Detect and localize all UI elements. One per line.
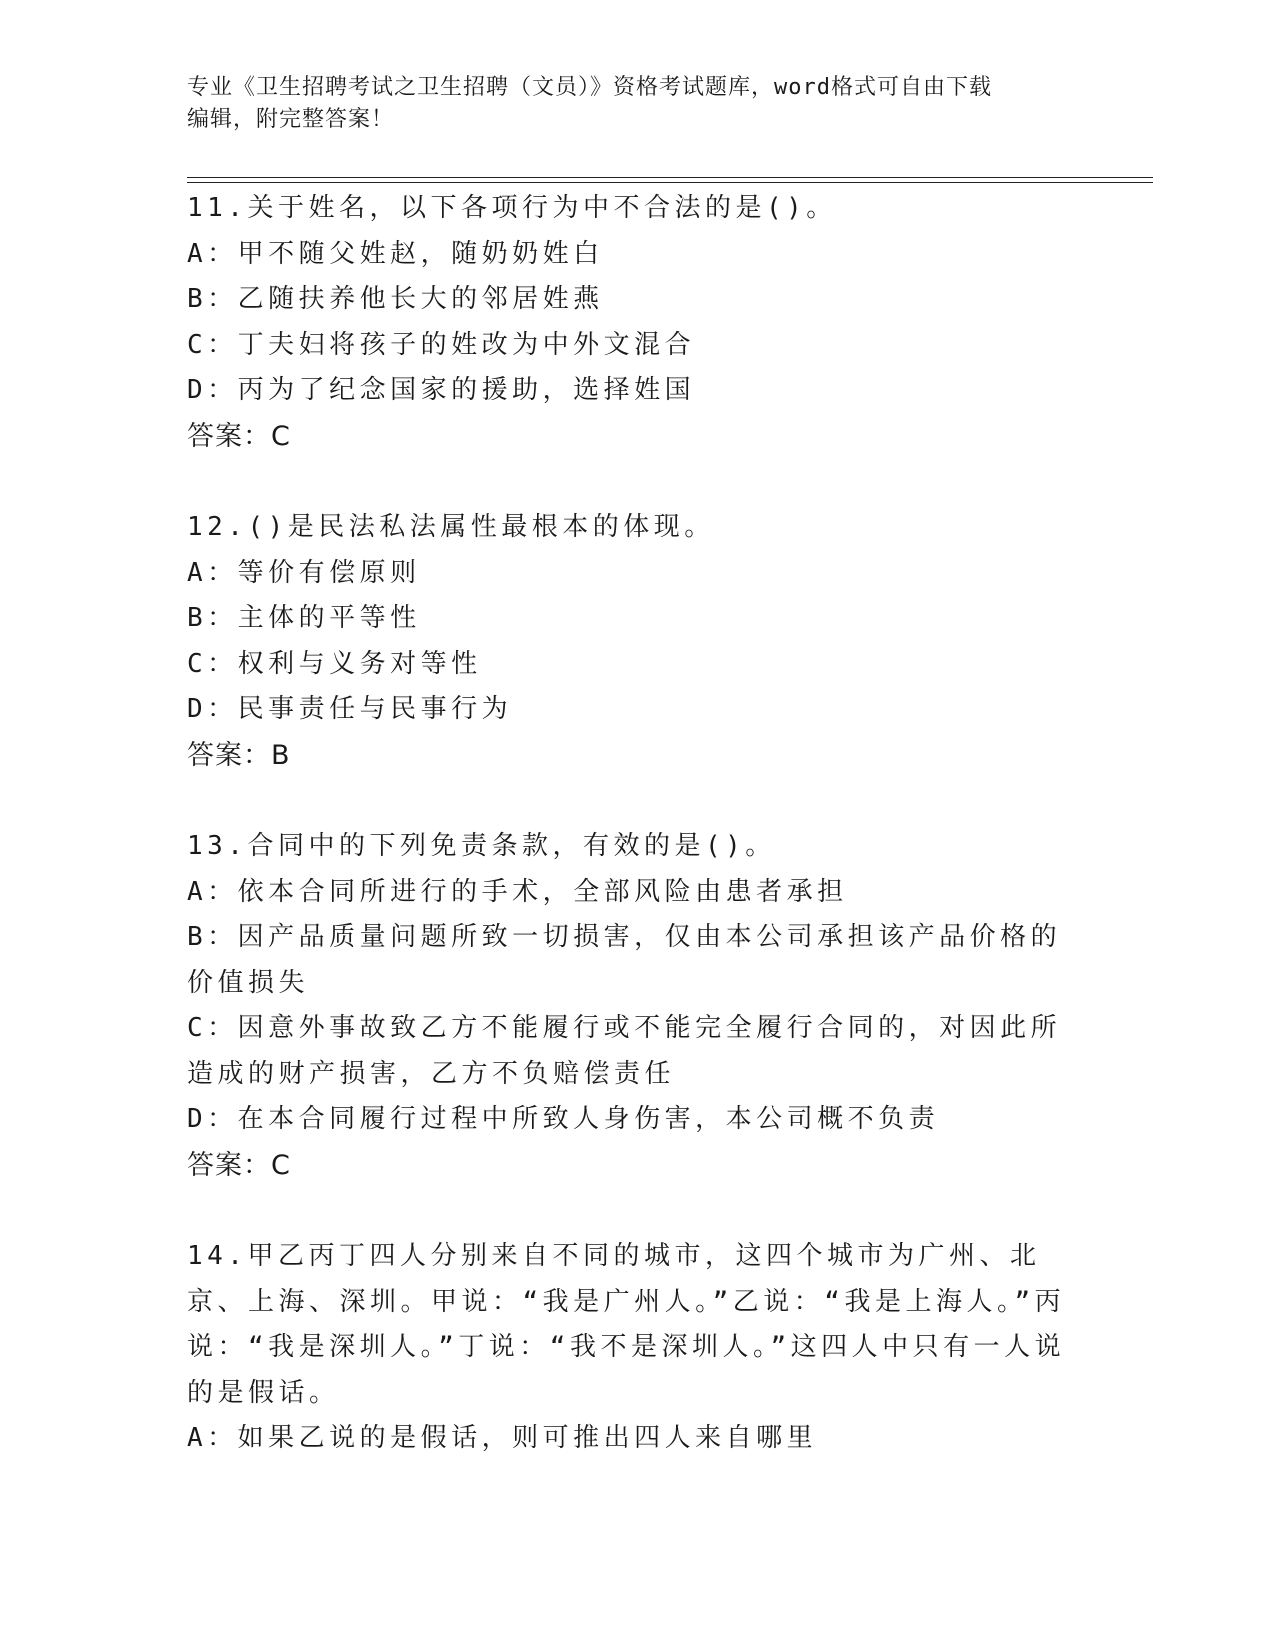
spacer [187, 459, 1067, 505]
question-stem: 12.()是民法私法属性最根本的体现。 [187, 512, 715, 542]
option-b: B：乙随扶养他长大的邻居姓燕 [187, 284, 604, 314]
header-divider-top [187, 177, 1153, 178]
option-a: A：依本合同所进行的手术，全部风险由患者承担 [187, 876, 848, 907]
header-line-2: 编辑，附完整答案！ [187, 107, 395, 132]
option-a: A：甲不随父姓赵，随奶奶姓白 [187, 238, 604, 269]
answer-line: 答案：C [187, 1149, 291, 1181]
spacer [187, 778, 1067, 824]
document-header [187, 72, 1087, 136]
header-divider-bottom [187, 182, 1153, 183]
option-d: D：民事责任与民事行为 [187, 694, 513, 724]
option-a: A：如果乙说的是假话，则可推出四人来自哪里 [187, 1423, 818, 1453]
question-stem: 14.甲乙丙丁四人分别来自不同的城市，这四个城市为广州、北京、上海、深圳。甲说：“我是广州人。”乙说：“我是上海人。”丙说：“我是深圳人。”丁说：“我不是深圳人。”这四人中只有一人说的是假话。 [187, 1241, 1066, 1408]
option-b: B：主体的平等性 [187, 603, 421, 633]
option-d: D：在本合同履行过程中所致人身伤害，本公司概不负责 [187, 1104, 940, 1134]
question-list [187, 186, 1067, 1462]
option-c: C：权利与义务对等性 [187, 648, 482, 679]
option-c: C：丁夫妇将孩子的姓改为中外文混合 [187, 329, 696, 360]
question-stem: 11.关于姓名，以下各项行为中不合法的是()。 [187, 193, 837, 223]
answer-line: 答案：B [187, 739, 291, 771]
question-block [187, 824, 1067, 1188]
question-block [187, 1234, 1067, 1462]
question-stem: 13.合同中的下列免责条款，有效的是()。 [187, 831, 776, 861]
option-b: B：因产品质量问题所致一切损害，仅由本公司承担该产品价格的价值损失 [187, 922, 1062, 998]
option-a: A：等价有偿原则 [187, 557, 421, 588]
header-line-1: 专业《卫生招聘考试之卫生招聘（文员）》资格考试题库，word格式可自由下载 [187, 75, 992, 100]
answer-line: 答案：C [187, 420, 291, 452]
option-c: C：因意外事故致乙方不能履行或不能完全履行合同的，对因此所造成的财产损害，乙方不负赔偿责任 [187, 1013, 1062, 1089]
question-block [187, 505, 1067, 778]
question-block [187, 186, 1067, 459]
spacer [187, 1188, 1067, 1234]
option-d: D：丙为了纪念国家的援助，选择姓国 [187, 375, 696, 405]
